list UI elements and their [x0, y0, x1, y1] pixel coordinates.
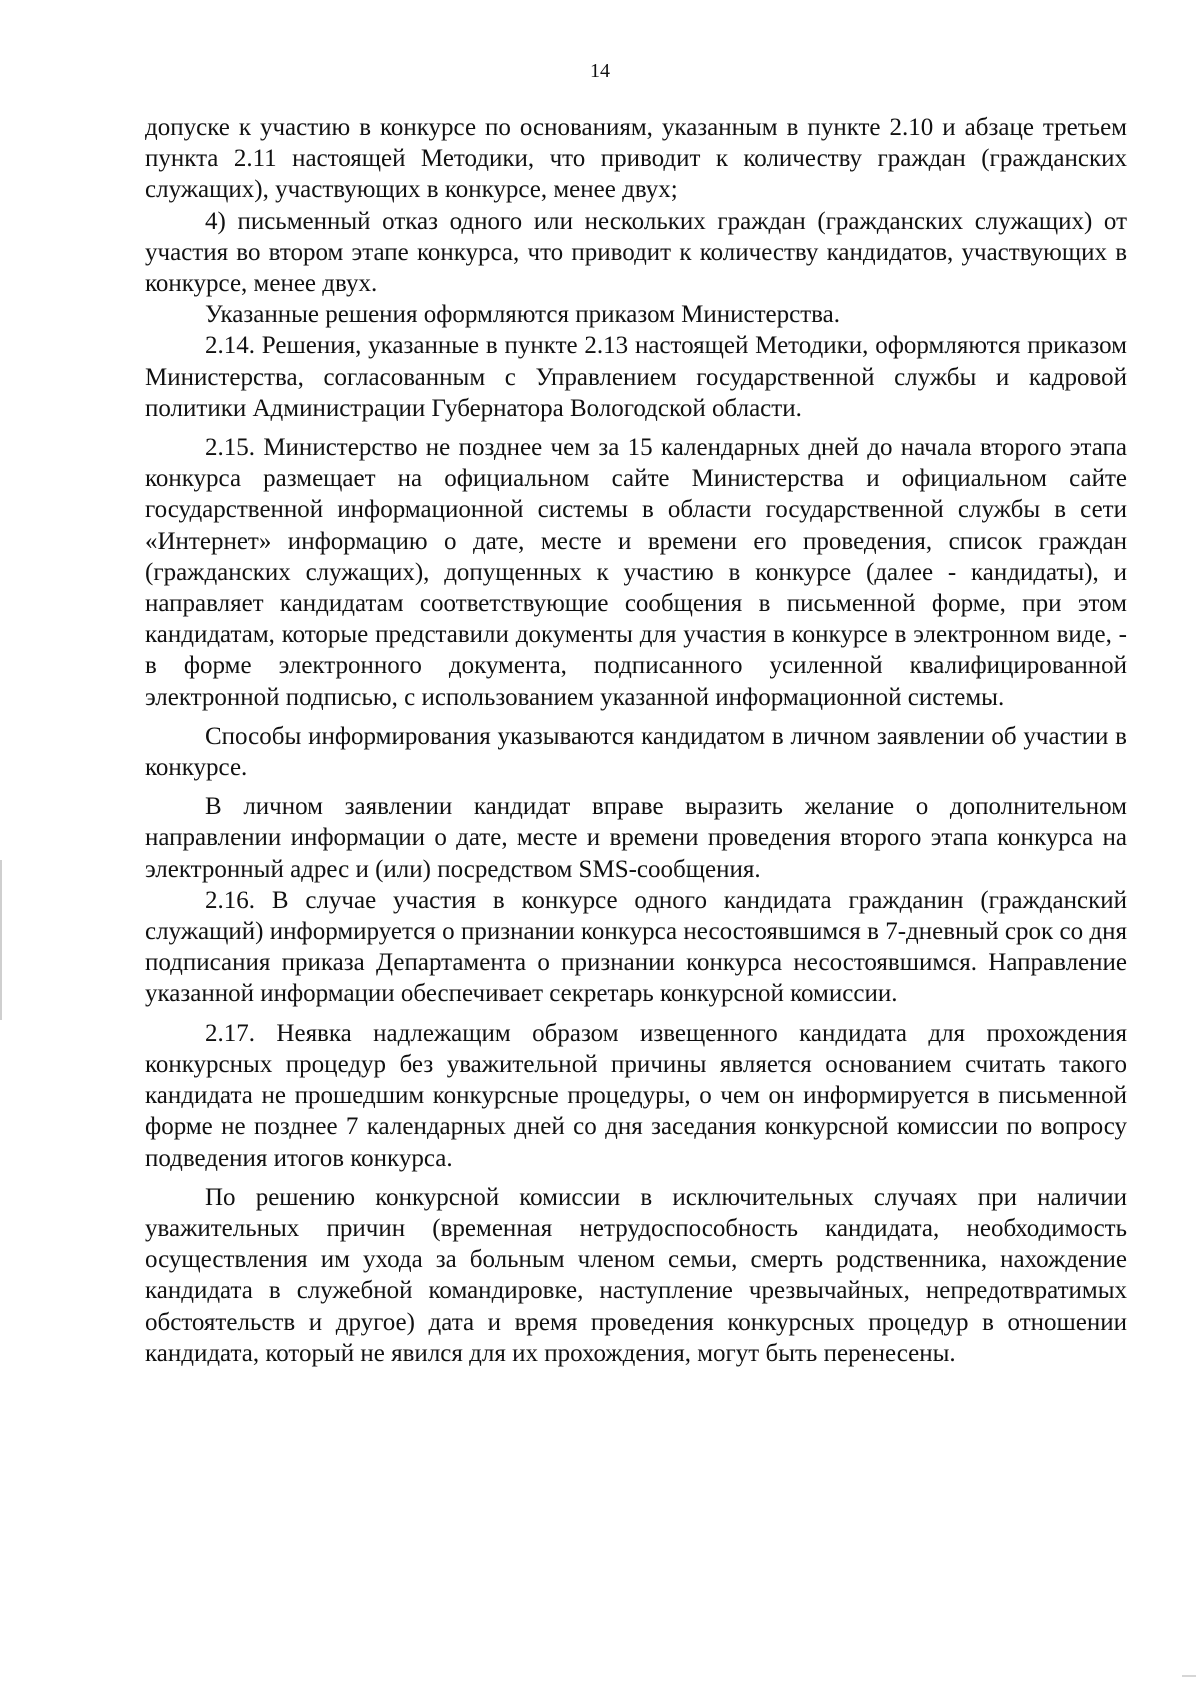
paragraph-item-4: 4) письменный отказ одного или нескольких граждан (гражданских служащих) от участия во втором этапе конкурса, что приводит к количеству кандидатов, участвующих в конкурсе, менее двух. — [145, 207, 1127, 298]
paragraph-postponement: По решению конкурсной комиссии в исключительных случаях при наличии уважительных причин (временная нетрудоспособность кандидата, необходимость осуществления им ухода за больным членом семьи, смерть родственника, нахождение кандидата в служебной командировке, наступление чрезвычайных, непредотвратимых обстоятельств и другое) дата и время проведения конкурсных процедур в отношении кандидата, который не явился для их прохождения, могут быть перенесены. — [145, 1183, 1127, 1367]
scan-corner-mark — [1182, 1675, 1196, 1677]
page-number: 14 — [590, 60, 610, 82]
paragraph-personal-statement: В личном заявлении кандидат вправе выразить желание о дополнительном направлении информации о дате, месте и времени проведения второго этапа конкурса на электронный адрес и (или) посредством SMS-сообщения. — [145, 793, 1127, 883]
paragraph-decisions-note: Указанные решения оформляются приказом Министерства. — [205, 301, 840, 329]
paragraph-2-15: 2.15. Министерство не позднее чем за 15 календарных дней до начала второго этапа конкурса размещает на официальном сайте Министерства и официальном сайте государственной информационной системы в области государственной службы в сети «Интернет» информацию о дате, месте и времени его проведения, список граждан (гражданских служащих), допущенных к участию в конкурсе (далее - кандидаты), и направляет кандидатам соответствующие сообщения в письменной форме, при этом кандидатам, которые представили документы для участия в конкурсе в электронном виде, - в форме электронного документа, подписанного усиленной квалифицированной электронной подписью, с использованием указанной информационной системы. — [145, 434, 1127, 711]
paragraph-continuation: допуске к участию в конкурсе по основаниям, указанным в пункте 2.10 и абзаце третьем пункта 2.11 настоящей Методики, что приводит к количеству граждан (гражданских служащих), участвующих в конкурсе, менее двух; — [145, 114, 1127, 204]
paragraph-2-16: 2.16. В случае участия в конкурсе одного кандидата гражданин (гражданский служащий) информируется о признании конкурса несостоявшимся в 7-дневный срок со дня подписания приказа Департамента о признании конкурса несостоявшимся. Направление указанной информации обеспечивает секретарь конкурсной комиссии. — [145, 886, 1127, 1008]
document-body — [145, 112, 1127, 1369]
paragraph-2-14: 2.14. Решения, указанные в пункте 2.13 настоящей Методики, оформляются приказом Министерства, согласованным с Управлением государственной службы и кадровой политики Администрации Губернатора Вологодской области. — [145, 332, 1127, 422]
paragraph-2-17: 2.17. Неявка надлежащим образом извещенного кандидата для прохождения конкурсных процедур без уважительной причины является основанием считать такого кандидата не прошедшим конкурсные процедуры, о чем он информируется в письменной форме не позднее 7 календарных дней со дня заседания конкурсной комиссии по вопросу подведения итогов конкурса. — [145, 1019, 1127, 1172]
scan-edge-mark — [0, 860, 2, 1020]
paragraph-notification-methods: Способы информирования указываются кандидатом в личном заявлении об участии в конкурсе. — [145, 722, 1127, 782]
